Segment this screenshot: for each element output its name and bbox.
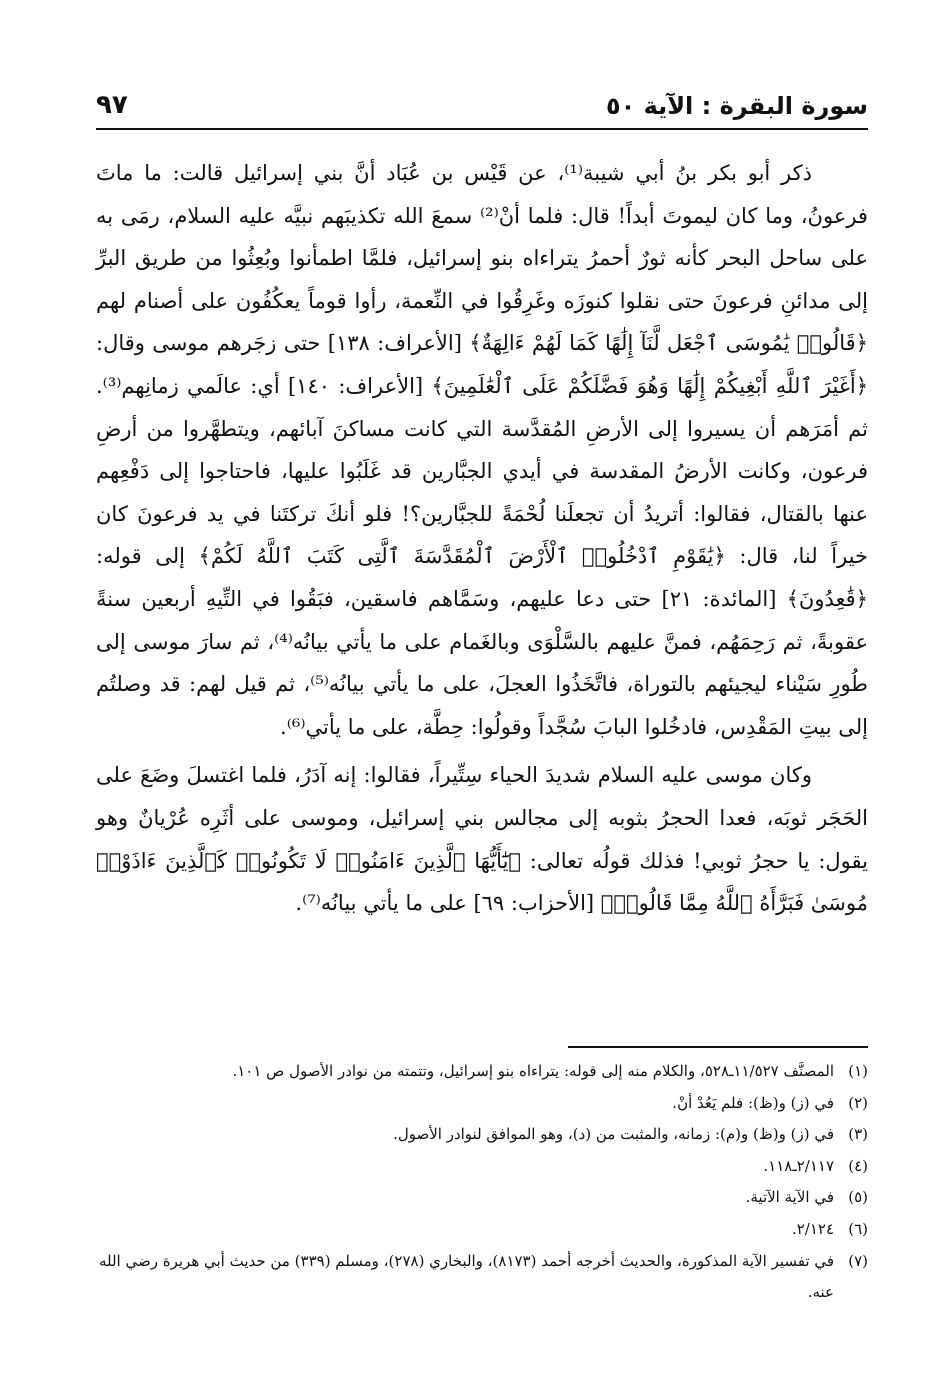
footnote-text: في الآية الآتية.	[745, 1188, 834, 1207]
footnote	[96, 1182, 868, 1214]
footnote	[96, 1246, 868, 1309]
paragraph: ذكر أبو بكر بنُ أبي شيبة⁽¹⁾، عن قَيْس بن عُبَاد أنَّ بني إسرائيل قالت: ما ماتَ فرعونُ، وما كان ليموتَ أبداً! قال: فلما أنْ⁽²⁾ سمعَ الله تكذيبَهم نبيَّه عليه السلام، رمَى به على ساحل البحر كأنه ثورٌ أحمرُ يتراءاه بنو إسرائيل، فلمَّا اطمأنوا وبُعِثُوا من طريق البرِّ إلى مدائنِ فرعونَ حتى نقلوا كنوزَه وغَرِقُوا في النِّعمة، رأوا قوماً يعكُفُون على أصنام لهم ﴿قَالُوا۟ يَٰمُوسَى ٱجْعَل لَّنَآ إِلَٰهًا كَمَا لَهُمْ ءَالِهَةٌ﴾ [الأعراف: ١٣٨] حتى زجَرهم موسى وقال: ﴿أَغَيْرَ ٱللَّهِ أَبْغِيكُمْ إِلَٰهًا وَهُوَ فَضَّلَكُمْ عَلَى ٱلْعَٰلَمِينَ﴾ [الأعراف: ١٤٠] أي: عالَمي زمانِهم⁽³⁾. ثم أمَرَهم أن يسيروا إلى الأرضِ المُقدَّسة التي كانت مساكنَ آبائهم، ويتطهَّروا من أرضِ فرعون، وكانت الأرضُ المقدسة في أيدي الجبَّارين قد غَلَبُوا عليها، فاحتاجوا إلى دَفْعِهم عنها بالقتال، فقالوا: أتريدُ أن تجعلَنا لُحْمَةً للجبَّارين؟! فلو أنكَ تركتَنا في يد فرعونَ كان خيراً لنا، قال: ﴿يَٰقَوْمِ ٱدْخُلُوا۟ ٱلْأَرْضَ ٱلْمُقَدَّسَةَ ٱلَّتِى كَتَبَ ٱللَّهُ لَكُمْ﴾ إلى قوله: ﴿قَٰعِدُونَ﴾ [المائدة: ٢١] حتى دعا عليهم، وسَمَّاهم فاسقين، فبَقُوا في التِّيهِ أربعين سنةً عقوبةً، ثم رَحِمَهُم، فمنَّ عليهم بالسَّلْوَى وبالغَمام على ما يأتي بيانُه⁽⁴⁾، ثم سارَ موسى إلى طُورِ سَيْناء ليجيئهم بالتوراة، فاتَّخَذُوا العجلَ، على ما يأتي بيانُه⁽⁵⁾، ثم قيل لهم: قد وصلتُم إلى بيتِ المَقْدِس، فادخُلوا البابَ سُجَّداً وقولُوا: حِطَّة، على ما يأتي⁽⁶⁾.	[96, 161, 869, 739]
paragraph: وكان موسى عليه السلام شديدَ الحياء سِتِّيراً، فقالوا: إنه آدَرُ، فلما اغتسلَ وضَعَ على الحَجَر ثوبَه، فعدا الحجرُ بثوبه إلى مجالس بني إسرائيل، وموسى على أثَرِه عُرْيانٌ وهو يقول: يا حجرُ ثوبي! فذلك قولُه تعالى: ﴿يَٰٓأَيُّهَا ٱلَّذِينَ ءَامَنُوا۟ لَا تَكُونُوا۟ كَٱلَّذِينَ ءَاذَوْا۟ مُوسَىٰ فَبَرَّأَهُ ٱللَّهُ مِمَّا قَالُوا۟﴾ [الأحزاب: ٦٩] على ما يأتي بيانُه⁽⁷⁾.	[96, 763, 868, 916]
surah-verse-title: سورة البقرة : الآية ٥٠	[605, 92, 868, 120]
footnote	[96, 1088, 868, 1120]
footnote-text: ٢/١٢٤.	[791, 1219, 834, 1238]
footnote-text: ٢/١١٧ـ١١٨.	[763, 1156, 834, 1175]
footnote-number: (٦)	[848, 1219, 868, 1238]
footnote-number: (٤)	[848, 1156, 868, 1175]
footnote-number: (٧)	[848, 1251, 868, 1270]
footnote-text: المصنَّف ١١/٥٢٧ـ٥٢٨، والكلام منه إلى قوله: يتراءاه بنو إسرائيل، وتتمته من نوادر الأصول ص ١٠١.	[232, 1062, 834, 1080]
footnotes	[96, 1056, 868, 1309]
main-text	[96, 152, 868, 925]
footnote-number: (٣)	[848, 1125, 868, 1144]
footnote-text: في (ز) و(ظ): فلم يَعُدْ أنْ.	[672, 1093, 834, 1112]
running-header	[96, 88, 868, 130]
footnote-number: (١)	[848, 1062, 868, 1080]
page-number: ٩٧	[96, 90, 128, 120]
footnote	[96, 1119, 868, 1151]
footnote	[96, 1056, 868, 1088]
footnote-number: (٥)	[848, 1188, 868, 1207]
footnote	[96, 1214, 868, 1246]
footnote-separator	[568, 1046, 868, 1048]
footnote	[96, 1151, 868, 1183]
footnote-text: في (ز) و(ظ) و(م): زمانه، والمثبت من (د)، وهو الموافق لنوادر الأصول.	[393, 1125, 834, 1144]
footnote-number: (٢)	[848, 1093, 868, 1112]
footnote-text: في تفسير الآية المذكورة، والحديث أخرجه أحمد (٨١٧٣)، والبخاري (٢٧٨)، ومسلم (٣٣٩) من حديث أبي هريرة رضي الله عنه.	[98, 1251, 834, 1302]
